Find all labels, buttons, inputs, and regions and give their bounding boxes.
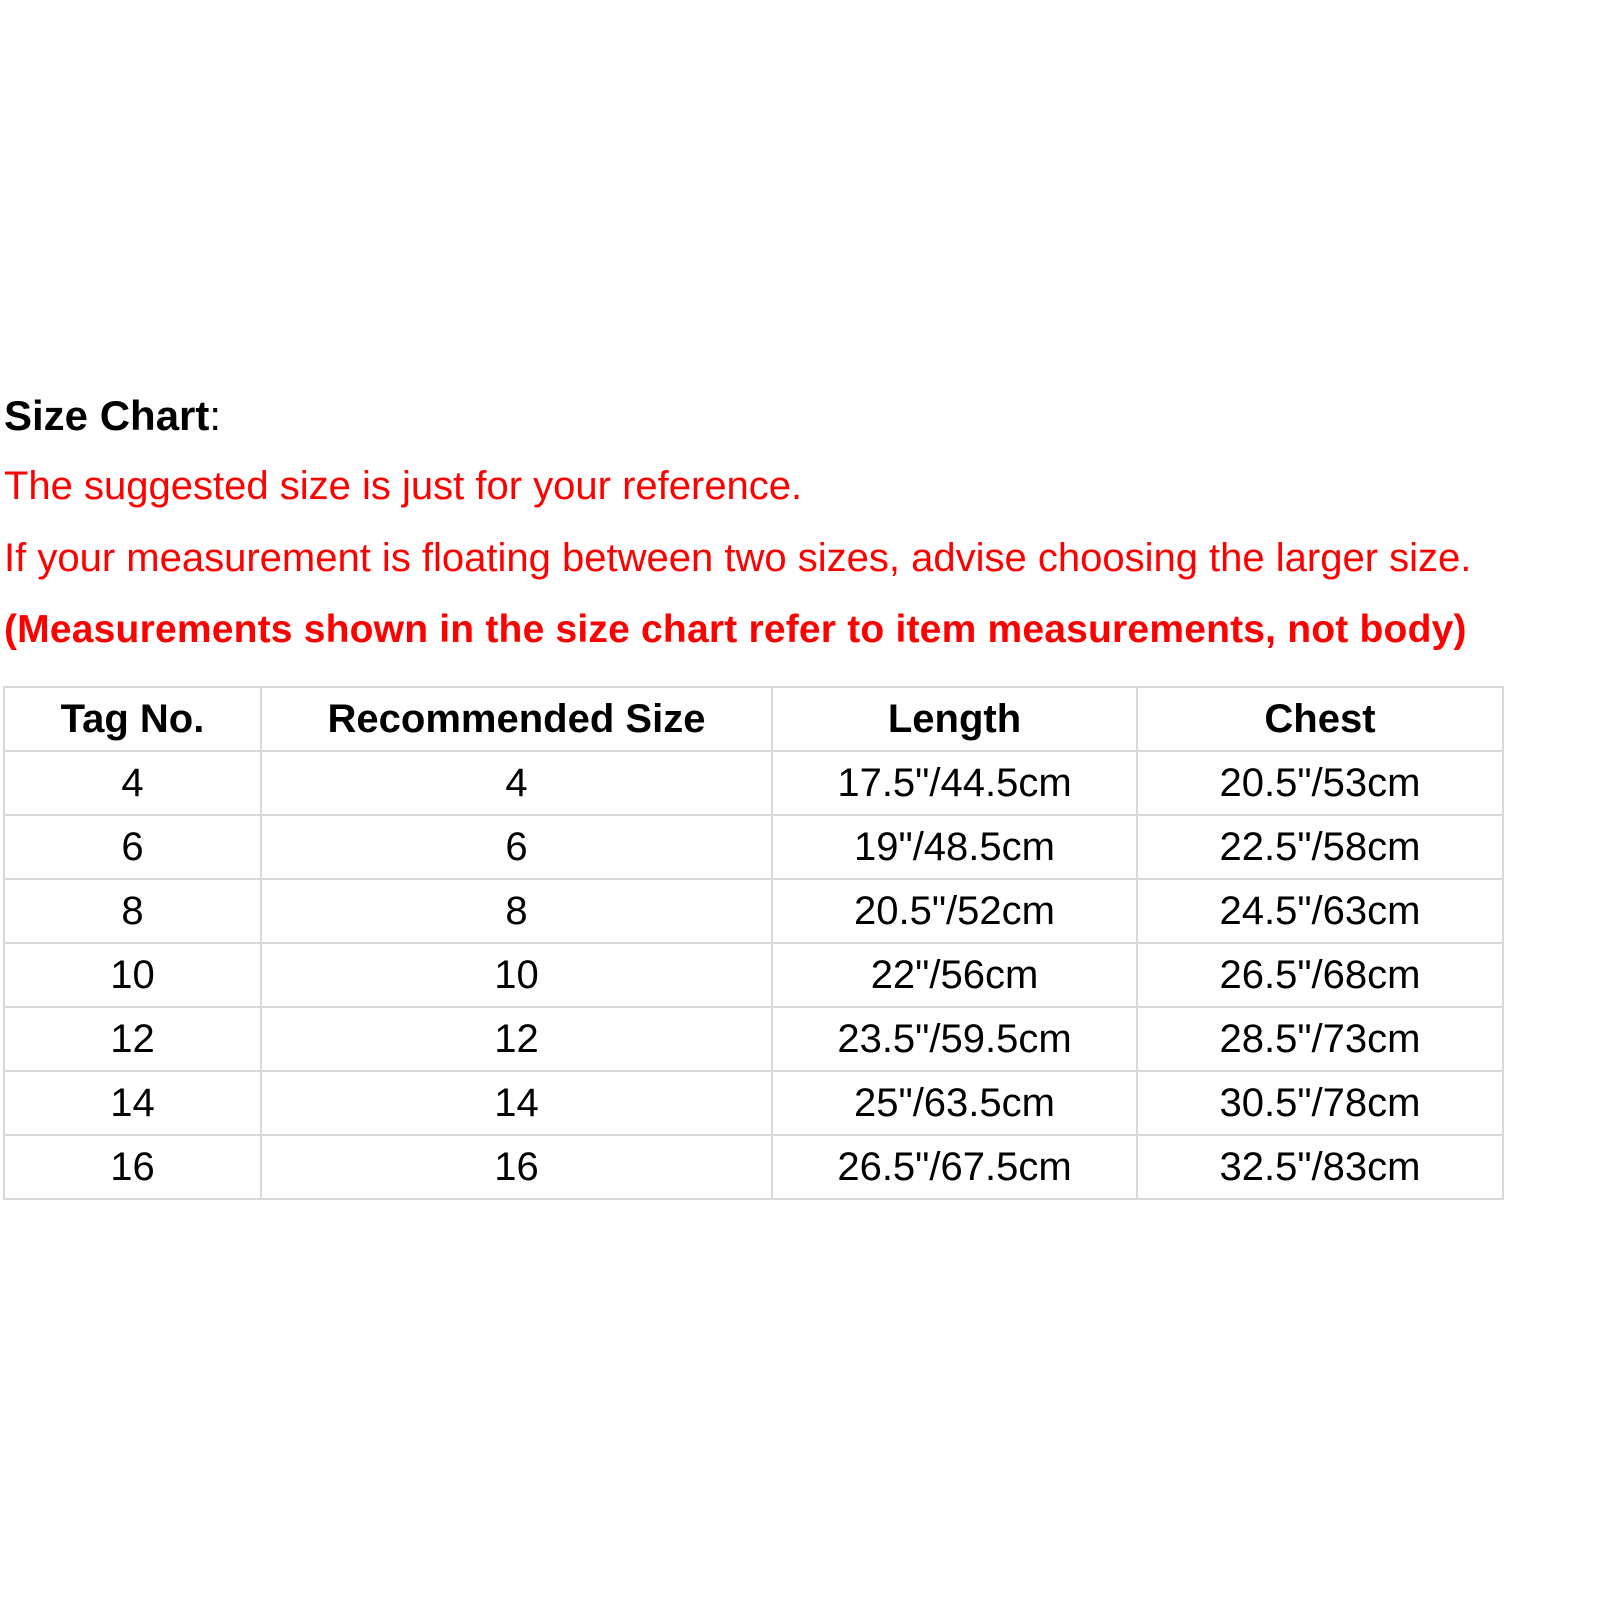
cell-tag-no: 6 [4,815,261,879]
item-measurement-note: (Measurements shown in the size chart refer to item measurements, not body) [4,608,1467,651]
table-row [4,1135,1503,1199]
cell-recommended-size: 8 [261,879,772,943]
table-row [4,1071,1503,1135]
cell-tag-no: 16 [4,1135,261,1199]
cell-recommended-size: 16 [261,1135,772,1199]
cell-recommended-size: 10 [261,943,772,1007]
cell-tag-no: 8 [4,879,261,943]
cell-recommended-size: 14 [261,1071,772,1135]
cell-tag-no: 12 [4,1007,261,1071]
cell-recommended-size: 4 [261,751,772,815]
table-row [4,1007,1503,1071]
table-row [4,815,1503,879]
cell-recommended-size: 12 [261,1007,772,1071]
cell-chest: 26.5"/68cm [1137,943,1503,1007]
table-row [4,751,1503,815]
cell-length: 17.5"/44.5cm [772,751,1137,815]
size-chart-title-colon: : [209,392,222,439]
header-tag-no: Tag No. [4,687,261,751]
cell-length: 20.5"/52cm [772,879,1137,943]
cell-recommended-size: 6 [261,815,772,879]
table-row [4,879,1503,943]
cell-chest: 20.5"/53cm [1137,751,1503,815]
size-chart-title [4,388,1596,444]
cell-chest: 28.5"/73cm [1137,1007,1503,1071]
header-length: Length [772,687,1137,751]
size-chart-info [4,388,1596,666]
cell-length: 26.5"/67.5cm [772,1135,1137,1199]
cell-chest: 24.5"/63cm [1137,879,1503,943]
cell-chest: 32.5"/83cm [1137,1135,1503,1199]
reference-note: The suggested size is just for your reference. [4,464,803,508]
cell-tag-no: 10 [4,943,261,1007]
cell-length: 25"/63.5cm [772,1071,1137,1135]
choose-larger-note: If your measurement is floating between two sizes, advise choosing the larger size. [4,536,1472,580]
cell-tag-no: 4 [4,751,261,815]
size-table [3,686,1504,1200]
cell-tag-no: 14 [4,1071,261,1135]
table-header-row [4,687,1503,751]
table-row [4,943,1503,1007]
cell-length: 19"/48.5cm [772,815,1137,879]
cell-length: 22"/56cm [772,943,1137,1007]
size-chart-title-text: Size Chart [4,392,210,439]
cell-chest: 22.5"/58cm [1137,815,1503,879]
header-chest: Chest [1137,687,1503,751]
cell-length: 23.5"/59.5cm [772,1007,1137,1071]
cell-chest: 30.5"/78cm [1137,1071,1503,1135]
header-recommended-size: Recommended Size [261,687,772,751]
